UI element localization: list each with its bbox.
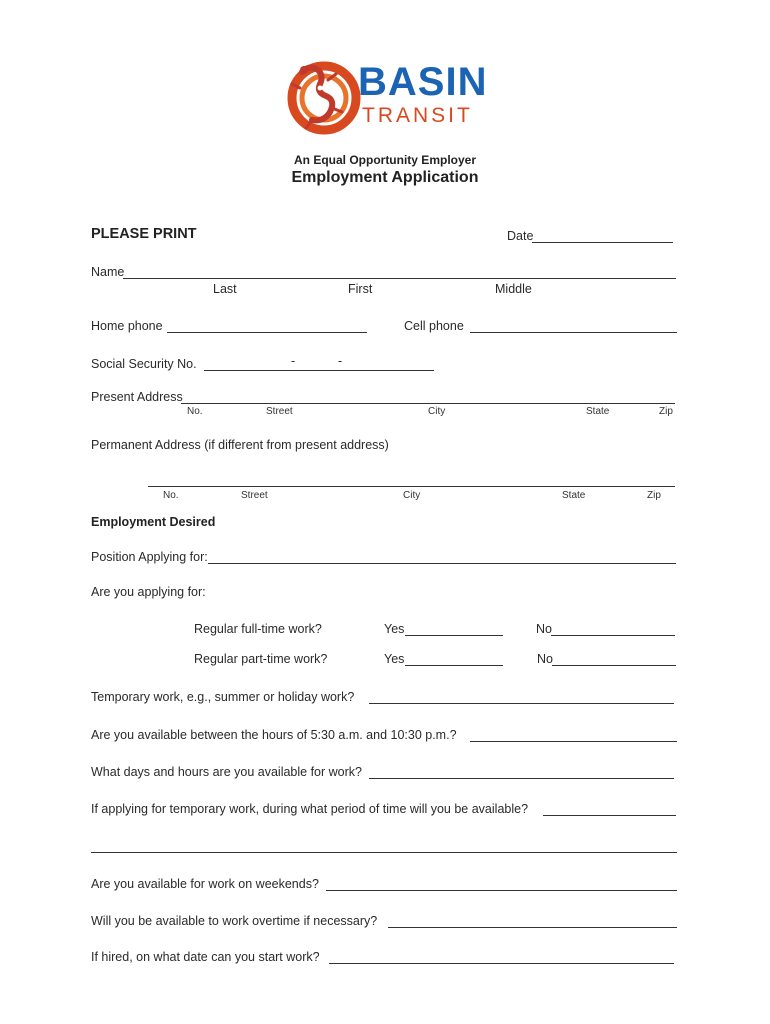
temporary-work-field[interactable] [369,703,674,704]
start-date-label: If hired, on what date can you start work? [91,950,320,964]
permanent-state-caption: State [562,490,586,501]
part-time-yes-field[interactable] [405,665,503,666]
temporary-work-label: Temporary work, e.g., summer or holiday work? [91,690,355,704]
home-phone-label: Home phone [91,319,163,333]
full-time-yes-field[interactable] [405,635,503,636]
hours-label: Are you available between the hours of 5:30 a.m. and 10:30 p.m.? [91,728,457,742]
permanent-zip-caption: Zip [647,490,661,501]
permanent-street-caption: Street [241,490,268,501]
full-time-no-label: No [536,622,552,636]
hours-field[interactable] [470,741,677,742]
weekends-label: Are you available for work on weekends? [91,877,319,891]
ssn-separator-1: - [291,354,296,368]
cell-phone-label: Cell phone [404,319,464,333]
start-date-field[interactable] [329,963,674,964]
permanent-city-caption: City [403,490,421,501]
ssn-field[interactable] [204,370,434,371]
please-print-heading: PLEASE PRINT [91,226,197,242]
overtime-label: Will you be available to work overtime if necessary? [91,914,378,928]
present-street-caption: Street [266,406,293,417]
full-time-yes-label: Yes [384,622,405,636]
part-time-no-field[interactable] [552,665,676,666]
position-label: Position Applying for: [91,550,208,564]
present-address-label: Present Address [91,390,183,404]
name-field[interactable] [123,278,676,279]
present-zip-caption: Zip [659,406,673,417]
present-no-caption: No. [187,406,203,417]
name-label: Name [91,265,125,279]
tagline: An Equal Opportunity Employer [293,153,476,167]
salamander-logo-icon [282,58,362,138]
permanent-address-label: Permanent Address (if different from present address) [91,438,389,452]
logo-transit: TRANSIT [362,104,473,127]
period-label: If applying for temporary work, during what period of time will you be available? [91,802,529,816]
permanent-address-field[interactable] [148,486,675,487]
name-last-caption: Last [213,282,237,296]
days-label: What days and hours are you available for work? [91,765,362,779]
position-field[interactable] [208,563,676,564]
name-first-caption: First [348,282,373,296]
date-field[interactable] [532,242,673,243]
present-city-caption: City [428,406,446,417]
overtime-field[interactable] [388,927,677,928]
part-time-yes-label: Yes [384,652,405,666]
employment-desired-heading: Employment Desired [91,515,216,529]
part-time-no-label: No [537,652,553,666]
applying-for-label: Are you applying for: [91,585,206,599]
period-field[interactable] [543,815,676,816]
weekends-field[interactable] [326,890,677,891]
page-title: Employment Application [291,169,479,186]
present-address-field[interactable] [181,403,675,404]
home-phone-field[interactable] [167,332,367,333]
ssn-separator-2: - [338,354,343,368]
full-time-label: Regular full-time work? [194,622,322,636]
ssn-label: Social Security No. [91,357,197,371]
cell-phone-field[interactable] [470,332,677,333]
permanent-no-caption: No. [163,490,179,501]
full-time-no-field[interactable] [551,635,675,636]
logo-basin: BASIN [358,60,488,104]
period-field-line-2[interactable] [91,852,677,853]
part-time-label: Regular part-time work? [194,652,328,666]
name-middle-caption: Middle [495,282,532,296]
logo [282,58,502,138]
present-state-caption: State [586,406,610,417]
date-label: Date [507,229,534,243]
days-field[interactable] [369,778,674,779]
